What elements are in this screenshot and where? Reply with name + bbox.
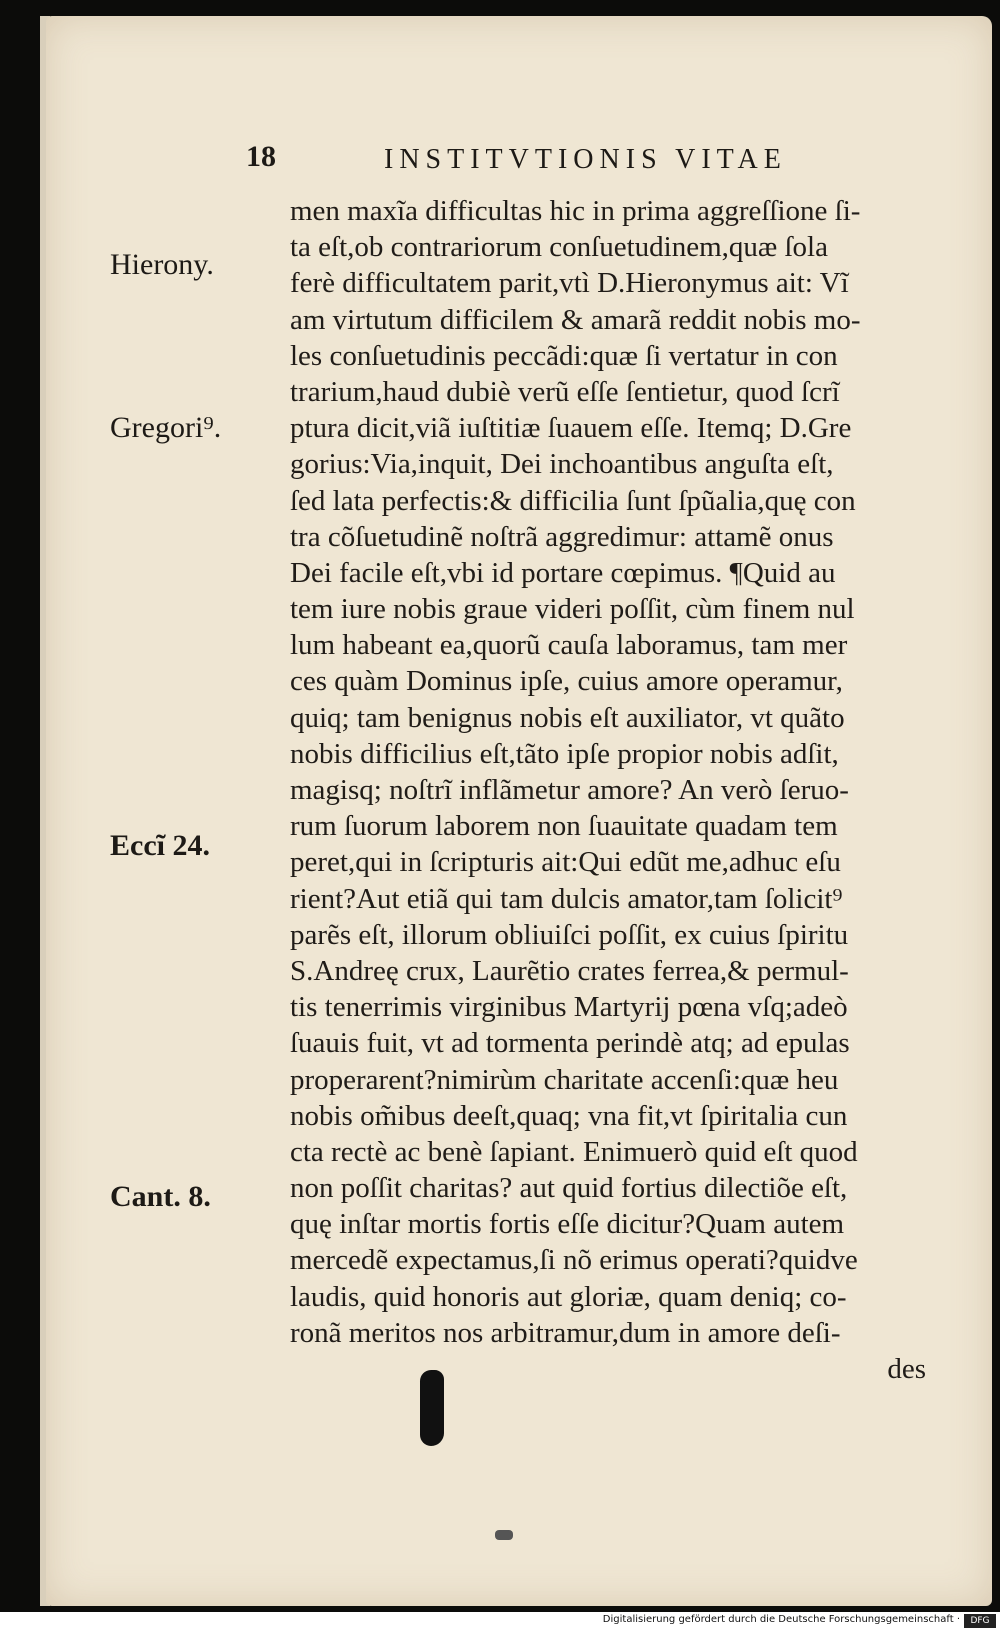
text-line: am virtutum difficilem & amarã reddit nobis mo- xyxy=(290,303,861,336)
text-line: rum ſuorum laborem non ſuauitate quadam tem xyxy=(290,810,838,843)
text-line: parẽs eſt, illorum obliuiſci poſſit, ex cuius ſpiritu xyxy=(290,918,849,951)
text-line: tra cõſuetudinẽ noſtrã aggredimur: attamẽ onus xyxy=(290,520,834,553)
text-line: quiq; tam benignus nobis eſt auxiliator, vt quãto xyxy=(290,701,845,734)
text-line: les conſuetudinis peccãdi:quæ ſi vertatur in con xyxy=(290,339,838,372)
text-line: ferè difficultatem parit,vtì D.Hieronymus ait: Vĩ xyxy=(290,267,849,300)
page-number: 18 xyxy=(246,140,276,173)
text-line: ta eſt,ob contrariorum conſuetudinem,quæ ſola xyxy=(290,231,828,264)
marginal-note: Hierony. xyxy=(110,248,214,281)
text-line: tem iure nobis graue videri poſſit, cùm finem nul xyxy=(290,593,855,626)
marginal-note: Eccĩ 24. xyxy=(110,829,210,862)
text-line: men maxĩa difficultas hic in prima aggreſſione ſi- xyxy=(290,195,861,227)
text-line: lum habeant ea,quorũ cauſa laboramus, tam mer xyxy=(290,629,848,662)
marginal-note: Cant. 8. xyxy=(110,1180,211,1213)
text-line: nobis difficilius eſt,tãto ipſe propior nobis adſit, xyxy=(290,737,839,770)
text-line: magisq; noſtrĩ inflãmetur amore? An verò ſeruo- xyxy=(290,774,849,806)
text-line: peret,qui in ſcripturis ait:Qui edũt me,adhuc eſu xyxy=(290,846,841,879)
text-line: laudis, quid honoris aut gloriæ, quam deniq; co- xyxy=(290,1280,847,1313)
catchword: des xyxy=(887,1353,926,1385)
text-line: trarium,haud dubiè verũ eſſe ſentietur, quod ſcrĩ xyxy=(290,375,840,408)
text-line: rient?Aut etiã qui tam dulcis amator,tam ſolicit⁹ xyxy=(290,882,843,915)
marginal-note: Gregori⁹. xyxy=(110,411,222,444)
text-line: gorius:Via,inquit, Dei inchoantibus anguſta eſt, xyxy=(290,448,834,481)
running-head: INSTITVTIONIS VITAE xyxy=(384,144,787,175)
text-line: S.Andreę crux, Laurẽtio crates ferrea,& permul- xyxy=(290,954,849,987)
text-line: cta rectè ac benè ſapiant. Enimuerò quid eſt quod xyxy=(290,1135,858,1168)
text-line: properarent?nimirùm charitate accenſi:quæ heu xyxy=(290,1063,839,1096)
ink-mark xyxy=(495,1530,513,1540)
text-line: ſed lata perfectis:& difficilia ſunt ſpũalia,quę con xyxy=(290,484,856,517)
text-line: tis tenerrimis virginibus Martyrij pœna vſq;adeò xyxy=(290,991,848,1024)
digitization-credit: Digitalisierung gefördert durch die Deutsche Forschungsgemeinschaft · xyxy=(602,1614,960,1625)
body-text xyxy=(290,193,966,1387)
text-line: ptura dicit,viã iuſtitiæ ſuauem eſſe. Itemq; D.Gre xyxy=(290,412,852,445)
page-header xyxy=(194,140,894,184)
dfg-logo: DFG xyxy=(964,1614,996,1628)
text-line: ces quàm Dominus ipſe, cuius amore operamur, xyxy=(290,665,843,698)
text-line: mercedẽ expectamus,ſi nõ erimus operati?quidve xyxy=(290,1244,858,1277)
text-line: ronã meritos nos arbitramur,dum in amore deſi- xyxy=(290,1316,841,1349)
text-line: Dei facile eſt,vbi id portare cœpimus. ¶Quid au xyxy=(290,556,836,589)
text-line: nobis om̃ibus deeſt,quaq; vna fit,vt ſpiritalia cun xyxy=(290,1099,848,1132)
text-line: ſuauis fuit, vt ad tormenta perindè atq; ad epulas xyxy=(290,1027,850,1060)
text-line: non poſſit charitas? aut quid fortius dilectiõe eſt, xyxy=(290,1172,848,1205)
ink-blot xyxy=(420,1370,444,1446)
text-line: quę inſtar mortis fortis eſſe dicitur?Quam autem xyxy=(290,1208,845,1241)
